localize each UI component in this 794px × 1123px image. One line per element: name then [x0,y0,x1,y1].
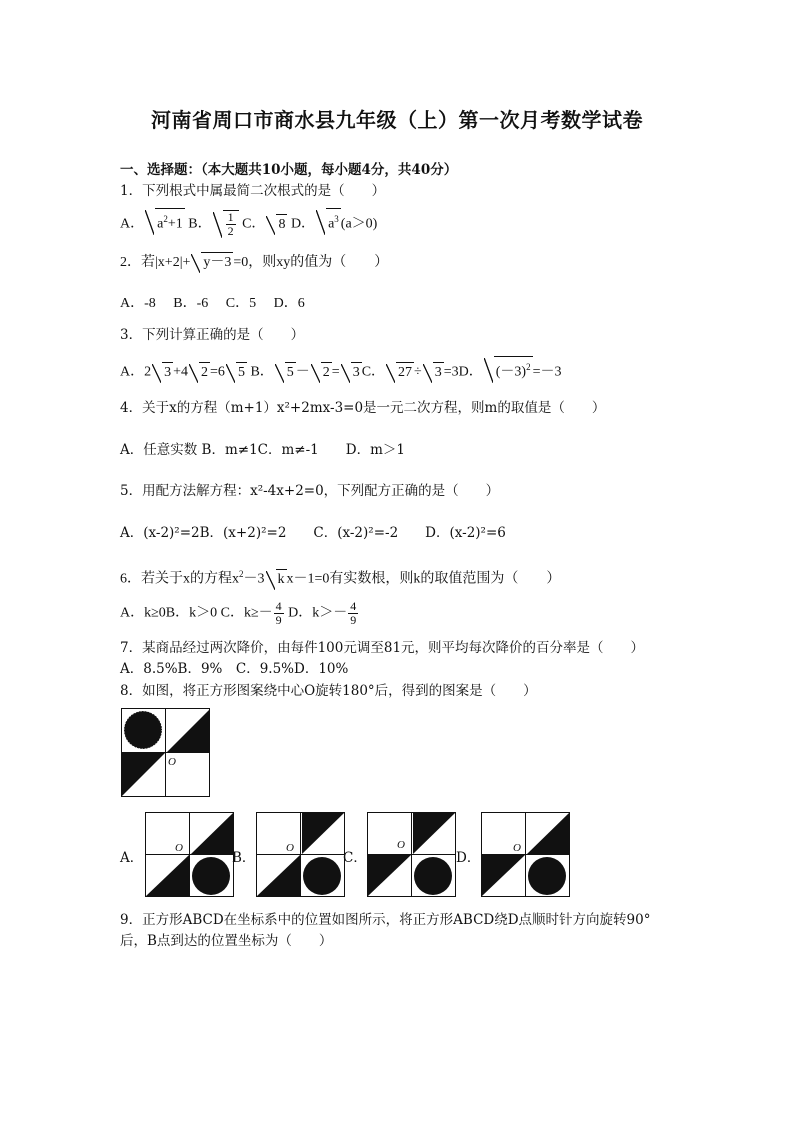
q1-c-sqrt: 8 [266,214,287,235]
question-6-stem: 6．若关于x的方程$x^2-3$ k x－1=0有实数根，则k的取值范围为（ ） [120,564,560,590]
q8-option-d-label: D． [456,850,481,866]
question-2-stem: 2．若|x+2|+ y－3 =0，则xy的值为（ ） [120,252,388,273]
q8-original-figure [121,708,211,798]
svg-text:O: O [397,839,405,851]
question-2-options: A．-8 B．-6 C．5 D．6 [120,296,305,311]
question-6-options: A．k≥0B．k＞0 C．k≥－ $\frac{4}{9}$ D．k＞－ $\frac{4}{9}$ [120,599,357,627]
question-4-options: A．任意实数 B．m≠1C．m≠-1 D．m＞1 [120,442,405,458]
q8-option-c-label: C． [343,850,367,866]
svg-text:O: O [175,842,183,854]
q1-b-sqrt: $\frac{1}{2}$ [213,210,239,238]
q1-a-label: A． [120,216,145,232]
q8-option-a-label: A． [120,850,144,866]
q8-option-d-figure[interactable] [481,812,571,898]
question-9-line-2: 后，B点到达的位置坐标为（ ） [120,933,333,949]
q8-option-a-figure[interactable] [145,812,235,898]
question-9-line-1: 9．正方形ABCD在坐标系中的位置如图所示，将正方形ABCD绕D点顺时针方向旋转90° [120,912,651,928]
page-title: 河南省周口市商水县九年级（上）第一次月考数学试卷 [151,108,643,132]
question-7-options: A．8.5%B．9% C．9.5%D．10% [120,661,349,677]
q1-c-label: C． [242,216,266,232]
q8-option-c-figure[interactable] [367,812,457,898]
q1-d-sqrt: $a^3$ [316,208,341,235]
question-5-options: A．(x-2)²=2B．(x+2)²=2 C．(x-2)²=-2 D．(x-2)²=6 [120,525,506,541]
question-3-options: A．2 3 +4 2 =6 5 B． 5 － 2 = 3 C． 27 ÷ 3 =3D． $(-3)^2 =-3$ [120,356,561,383]
q1-d-label: D． [290,216,316,232]
q2-sqrt: y－3 [191,252,233,273]
q8-center-label: O [168,756,176,768]
q8-option-b-label: B． [232,850,256,866]
q1-d-condition: (a＞0) [340,216,378,232]
question-1-stem: 1．下列根式中属最简二次根式的是（ ） [120,183,386,199]
q1-b-label: B． [188,216,212,232]
question-3-stem: 3．下列计算正确的是（ ） [120,327,305,343]
q1-a-sqrt: $a^2+1$ [145,208,185,235]
question-7-stem: 7．某商品经过两次降价，由每件100元调至81元，则平均每次降价的百分率是（ ） [120,640,645,656]
question-5-stem: 5．用配方法解方程：x²-4x+2=0，下列配方正确的是（ ） [120,483,500,499]
section-heading: 一、选择题：（本大题共10小题，每小题4分，共40分） [120,162,458,178]
question-4-stem: 4．关于x的方程（m+1）x²+2mx-3=0是一元二次方程，则m的取值是（ ） [120,400,606,416]
question-1-options [120,208,377,238]
svg-text:O: O [286,842,294,854]
question-8-stem: 8．如图，将正方形图案绕中心O旋转180°后，得到的图案是（ ） [120,683,537,699]
svg-text:O: O [513,842,521,854]
q8-option-b-figure[interactable] [256,812,346,898]
